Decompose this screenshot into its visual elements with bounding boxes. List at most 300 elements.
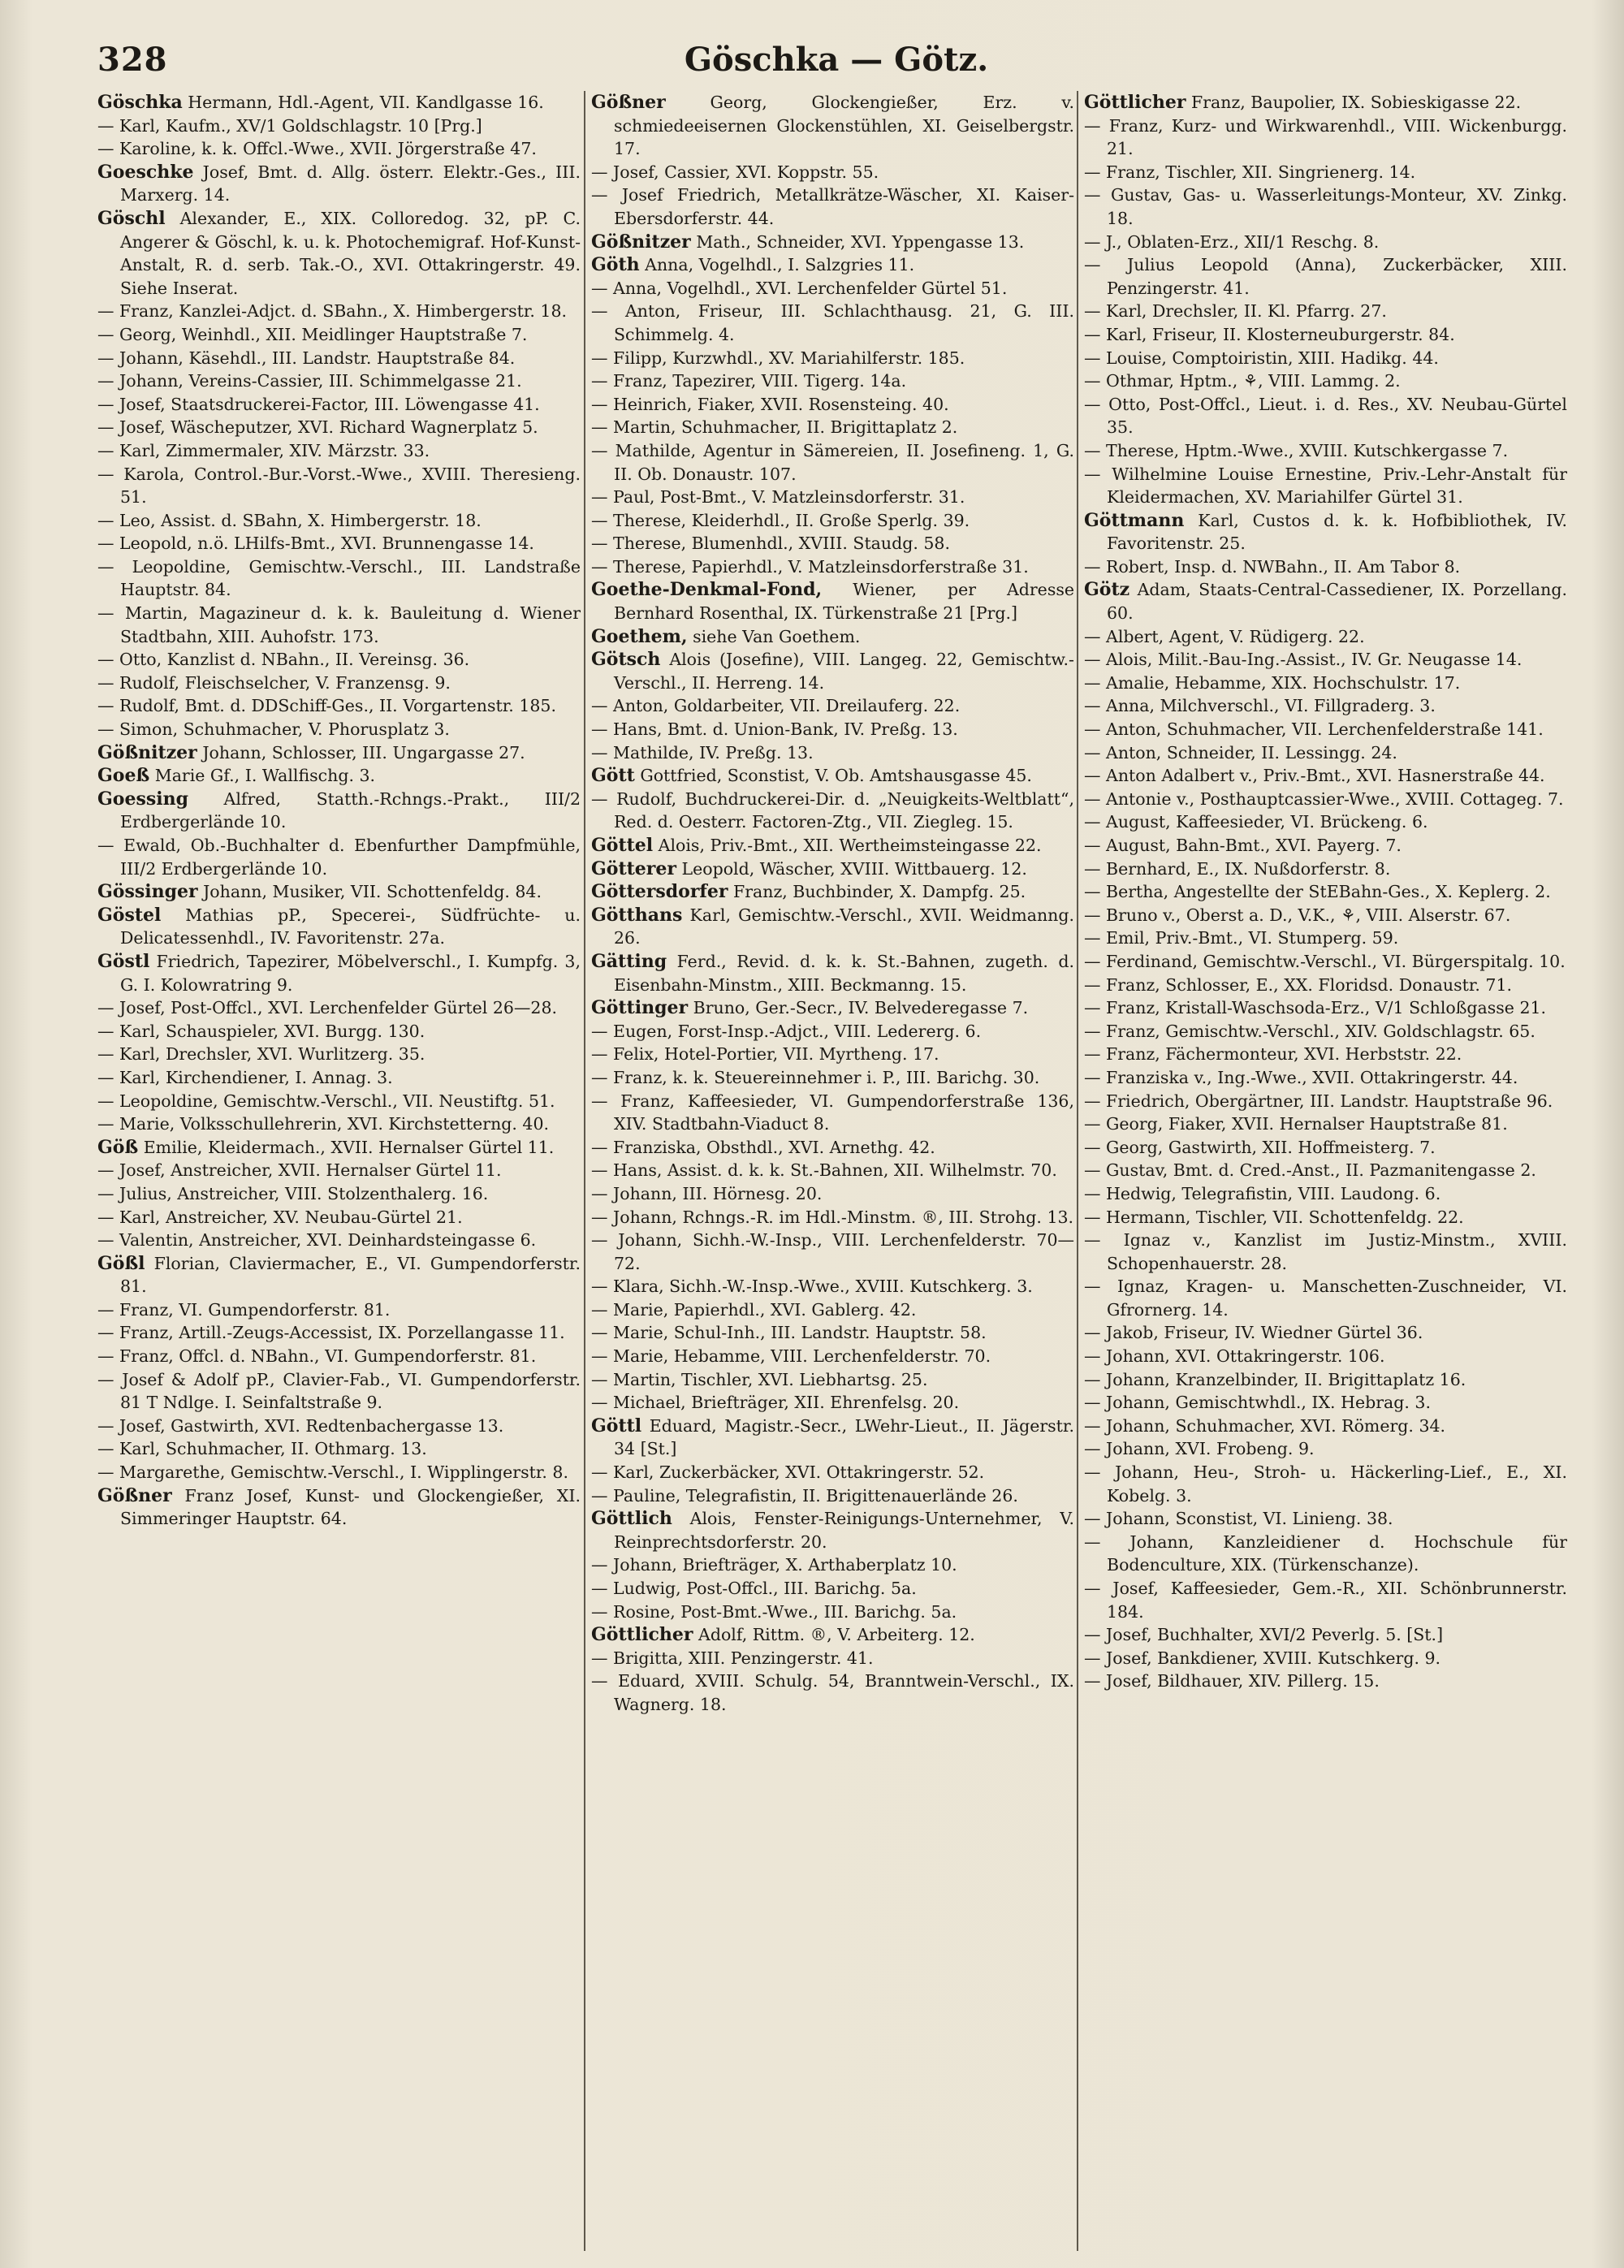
directory-entry [1084,114,1567,161]
entry-text: — August, Kaffeesieder, VI. Brückeng. 6. [1084,812,1428,832]
entry-text: — Hans, Bmt. d. Union-Bank, IV. Preßg. 13. [591,719,958,740]
entry-text: — Martin, Tischler, XVI. Liebhartsg. 25. [591,1369,928,1389]
entry-text: — Anton, Friseur, III. Schlachthausg. 21, G. III. Schimmelg. 4. [591,301,1074,344]
directory-entry [1084,1647,1567,1670]
entry-text: Josef, Bmt. d. Allg. österr. Elektr.-Ges., III. Marxerg. 14. [120,162,581,205]
entry-text: — Karl, Friseur, II. Klosterneuburgerstr. 84. [1084,324,1455,344]
entry-text: — Therese, Hptm.-Wwe., XVIII. Kutschkergasse 7. [1084,440,1509,460]
directory-entry [1084,834,1567,858]
directory-entry [97,694,581,718]
entry-surname: Göttl [591,1415,642,1436]
directory-entry [1084,1229,1567,1275]
entry-text: — Marie, Papierhdl., XVI. Gablerg. 42. [591,1299,917,1320]
entry-surname: Götsch [591,649,661,671]
column-divider [1077,91,1078,2251]
directory-entry [591,1391,1074,1415]
directory-entry [1084,1182,1567,1206]
directory-entry [591,1484,1074,1508]
directory-entry [97,393,581,417]
entry-surname: Gößnitzer [591,231,691,253]
entry-text: Alois, Priv.-Bmt., XII. Wertheimsteingasse 22. [658,836,1042,855]
directory-entry [591,741,1074,765]
directory-entry [1084,1623,1567,1647]
entry-text: — Josef, Wäscheputzer, XVI. Richard Wagnerplatz 5. [97,417,538,438]
directory-entry [97,1437,581,1461]
entry-text: Adolf, Rittm. ®, V. Arbeiterg. 12. [698,1625,975,1645]
directory-entry [1084,996,1567,1020]
directory-entry [591,1368,1074,1392]
entry-surname: Gött [591,765,635,787]
entry-text: — Josef, Bildhauer, XIV. Pillerg. 15. [1084,1671,1380,1691]
entry-text: — Marie, Volksschullehrerin, XVI. Kirchstetterng. 40. [97,1114,550,1134]
directory-entry [591,1670,1074,1716]
entry-surname: Göttlich [591,1508,672,1530]
directory-entry [97,672,581,695]
directory-entry [591,369,1074,393]
directory-entry [1084,91,1567,114]
entry-text: — Anton, Schuhmacher, VII. Lerchenfelderstraße 141. [1084,719,1544,740]
entry-text: — Otto, Post-Offcl., Lieut. i. d. Res., XV. Neubau-Gürtel 35. [1084,394,1567,438]
directory-entry [97,764,581,788]
directory-entry [1084,810,1567,834]
entry-text: Gottfried, Sconstist, V. Ob. Amtshausgasse 45. [640,766,1032,786]
entry-surname: Götz [1084,579,1130,601]
entry-surname: Göttinger [591,997,689,1019]
directory-entry [1084,1066,1567,1090]
entry-text: — Franz, Kaffeesieder, VI. Gumpendorferstraße 136, XIV. Stadtbahn-Viaduct 8. [591,1091,1074,1134]
directory-entry [1084,1090,1567,1113]
directory-entry [1084,1206,1567,1229]
directory-entry [97,1112,581,1136]
entry-text: — Franz, Offcl. d. NBahn., VI. Gumpendorferstr. 81. [97,1346,537,1367]
entry-text: Florian, Claviermacher, E., VI. Gumpendorferstr. 81. [120,1253,581,1297]
directory-entry [591,788,1074,834]
entry-text: — Robert, Insp. d. NWBahn., II. Am Tabor 8. [1084,556,1461,577]
entry-surname: Göttlicher [591,1624,693,1646]
entry-text: — Bruno v., Oberst a. D., V.K., ⚘, VIII. Alserstr. 67. [1084,905,1511,925]
directory-entry [591,486,1074,509]
entry-text: — Leopoldine, Gemischtw.-Verschl., III. Landstraße Hauptstr. 84. [97,556,581,600]
directory-entry [591,1275,1074,1298]
entry-text: — Josef, Buchhalter, XVI/2 Peverlg. 5. [St.] [1084,1625,1444,1645]
directory-entry [591,648,1074,694]
entry-text: — Hans, Assist. d. k. k. St.-Bahnen, XII. Wilhelmstr. 70. [591,1160,1057,1181]
directory-entry [591,858,1074,881]
entry-surname: Götthans [591,904,683,926]
directory-entry [591,718,1074,741]
entry-text: — Josef, Kaffeesieder, Gem.-R., XII. Schönbrunnerstr. 184. [1084,1579,1567,1622]
directory-entry [591,1159,1074,1182]
entry-text: — Georg, Gastwirth, XII. Hoffmeisterg. 7. [1084,1137,1436,1157]
entry-text: — Valentin, Anstreicher, XVI. Deinhardsteingasse 6. [97,1230,537,1251]
directory-entry [1084,950,1567,974]
entry-text: — Franz, Fächermonteur, XVI. Herbststr. 22. [1084,1044,1462,1065]
entry-text: Alfred, Statth.-Rchngs.-Prakt., III/2 Erdbergerlände 10. [120,788,581,832]
entry-text: — Pauline, Telegrafistin, II. Brigittenauerlände 26. [591,1485,1018,1506]
directory-entry [1084,1275,1567,1321]
page-header [97,41,1575,89]
entry-text: — Ignaz, Kragen- u. Manschetten-Zuschneider, VI. Gfrornerg. 14. [1084,1277,1567,1320]
directory-entry [1084,509,1567,555]
directory-entry [97,880,581,904]
entry-text: — Friedrich, Obergärtner, III. Landstr. Hauptstraße 96. [1084,1091,1553,1111]
entry-text: — Simon, Schuhmacher, V. Phorusplatz 3. [97,719,450,740]
directory-entry [591,416,1074,439]
entry-text: Alexander, E., XIX. Colloredog. 32, pP. C. Angerer & Göschl, k. u. k. Photochemigraf. Hof-Kunst-Anstalt, R. d. serb. Tak.-O., XVI. Ottakringerstr. 49. Siehe Inserat. [120,208,581,298]
entry-text: Franz Josef, Kunst- und Glockengießer, XI. Simmeringer Hauptstr. 64. [120,1485,581,1529]
directory-entry [591,904,1074,950]
entry-text: — Johann, Gemischtwhdl., IX. Hebrag. 3. [1084,1393,1431,1413]
directory-entry [591,834,1074,858]
entry-text: Alois (Josefine), VIII. Langeg. 22, Gemischtw.-Verschl., II. Herreng. 14. [614,650,1074,693]
entry-text: — Mathilde, IV. Preßg. 13. [591,742,814,762]
directory-entry [97,904,581,950]
directory-entry [591,1507,1074,1553]
directory-entry [591,532,1074,555]
directory-entry [1084,625,1567,649]
entry-text: — Karl, Drechsler, XVI. Wurlitzerg. 35. [97,1044,425,1065]
entry-text: Hermann, Hdl.-Agent, VII. Kandlgasse 16. [188,93,544,112]
entry-text: Franz, Baupolier, IX. Sobieskigasse 22. [1191,93,1522,112]
directory-entry [1084,1437,1567,1461]
directory-entry [1084,393,1567,439]
entry-text: — Margarethe, Gemischtw.-Verschl., I. Wipplingerstr. 8. [97,1462,568,1483]
entry-text: — Eduard, XVIII. Schulg. 54, Branntwein-Verschl., IX. Wagnerg. 18. [591,1671,1074,1714]
entry-text: — Johann, Käsehdl., III. Landstr. Hauptstraße 84. [97,348,516,368]
entry-text: — Johann, XVI. Frobeng. 9. [1084,1439,1315,1459]
directory-entry [97,1206,581,1229]
directory-entry [591,996,1074,1020]
directory-entry [97,416,581,439]
entry-text: Ferd., Revid. d. k. k. St.-Bahnen, zugeth. d. Eisenbahn-Minstm., XIII. Beckmanng. 15. [614,951,1074,995]
entry-text: Johann, Musiker, VII. Schottenfeldg. 84. [203,882,542,902]
entry-surname: Goeß [97,765,150,787]
directory-entry [1084,161,1567,184]
entry-text: — Franz, Kurz- und Wirkwarenhdl., VIII. Wickenburgg. 21. [1084,115,1567,159]
directory-entry [1084,184,1567,230]
entry-text: — Josef, Staatsdruckerei-Factor, III. Löwengasse 41. [97,394,540,414]
entry-text: — Karoline, k. k. Offcl.-Wwe., XVII. Jörgerstraße 47. [97,139,537,159]
entry-text: Adam, Staats-Central-Cassediener, IX. Porzellang. 60. [1107,580,1567,624]
directory-entry [1084,1415,1567,1438]
directory-entry [1084,1020,1567,1043]
entry-surname: Göschl [97,207,166,229]
column-3 [1084,91,1567,2251]
directory-entry [1084,323,1567,347]
directory-entry [97,1321,581,1345]
directory-entry [1084,1321,1567,1345]
directory-entry [591,393,1074,417]
entry-text: — Paul, Post-Bmt., V. Matzleinsdorferstr. 31. [591,487,965,508]
entry-text: — Johann, Vereins-Cassier, III. Schimmelgasse 21. [97,371,522,391]
directory-entry [97,1484,581,1531]
directory-entry [1084,578,1567,624]
entry-text: — Johann, III. Hörnesg. 20. [591,1183,823,1203]
directory-entry [1084,1391,1567,1415]
directory-entry [97,91,581,114]
entry-text: — J., Oblaten-Erz., XII/1 Reschg. 8. [1084,231,1380,252]
directory-entry [97,1461,581,1484]
entry-text: — Karl, Schuhmacher, II. Othmarg. 13. [97,1439,427,1459]
entry-text: — Josef, Bankdiener, XVIII. Kutschkerg. 9. [1084,1648,1441,1668]
directory-entry [1084,880,1567,904]
directory-entry [591,1206,1074,1229]
entry-text: Leopold, Wäscher, XVIII. Wittbauerg. 12. [681,858,1027,879]
directory-entry [97,207,581,300]
entry-text: — Franz, Artill.-Zeugs-Accessist, IX. Porzellangasse 11. [97,1323,565,1343]
entry-text: Karl, Gemischtw.-Verschl., XVII. Weidmanng. 26. [614,905,1074,948]
entry-text: — Hermann, Tischler, VII. Schottenfeldg. 22. [1084,1207,1464,1227]
directory-entry [591,1182,1074,1206]
directory-entry [591,1090,1074,1136]
directory-entry [1084,1670,1567,1693]
entry-surname: Gössinger [97,881,198,903]
entry-text: — Hedwig, Telegrafistin, VIII. Laudong. 6. [1084,1183,1441,1203]
entry-text: Anna, Vogelhdl., I. Salzgries 11. [645,255,915,275]
column-2 [591,91,1074,2251]
entry-surname: Göstel [97,904,162,926]
entry-surname: Göß [97,1136,139,1158]
entry-text: — Franziska v., Ing.-Wwe., XVII. Ottakringerstr. 44. [1084,1067,1518,1087]
entry-text: — Bernhard, E., IX. Nußdorferstr. 8. [1084,858,1391,879]
entry-text: Emilie, Kleidermach., XVII. Hernalser Gürtel 11. [143,1137,555,1157]
directory-entry [97,323,581,347]
directory-entry [591,880,1074,904]
directory-entry [97,1020,581,1043]
directory-entry [97,161,581,207]
entry-text: — Jakob, Friseur, IV. Wiedner Gürtel 36. [1084,1323,1423,1343]
entry-text: — August, Bahn-Bmt., XVI. Payerg. 7. [1084,836,1402,855]
entry-text: — Karl, Zuckerbäcker, XVI. Ottakringerstr. 52. [591,1462,985,1483]
entry-text: — Otto, Kanzlist d. NBahn., II. Vereinsg. 36. [97,650,470,670]
directory-entry [1084,1507,1567,1531]
entry-surname: Göttersdorfer [591,881,728,903]
directory-entry [97,996,581,1020]
entry-surname: Göth [591,254,640,276]
entry-text: — Wilhelmine Louise Ernestine, Priv.-Lehr-Anstalt für Kleidermachen, XV. Mariahilfer Gürtel 31. [1084,464,1567,508]
directory-entry [97,463,581,509]
entry-text: — Gustav, Gas- u. Wasserleitungs-Monteur, XV. Zinkg. 18. [1084,185,1567,228]
page-number: 328 [97,41,168,79]
directory-entry [1084,555,1567,579]
entry-text: — Franz, Schlosser, E., XX. Floridsd. Donaustr. 71. [1084,974,1513,995]
directory-entry [1084,1461,1567,1507]
directory-entry [1084,974,1567,997]
entry-text: — Johann, Heu-, Stroh- u. Häckerling-Lief., E., XI. Kobelg. 3. [1084,1462,1567,1506]
directory-entry [591,625,1074,649]
entry-text: — Therese, Papierhdl., V. Matzleinsdorferstraße 31. [591,556,1029,577]
entry-text: — Michael, Briefträger, XII. Ehrenfelsg. 20. [591,1393,960,1413]
directory-entry [591,231,1074,254]
entry-text: — Anton, Schneider, II. Lessingg. 24. [1084,742,1397,762]
directory-entry [97,555,581,602]
directory-entry [1084,1577,1567,1623]
entry-text: Alois, Fenster-Reinigungs-Unternehmer, V. Reinprechtsdorferstr. 20. [614,1509,1074,1552]
directory-entry [1084,300,1567,323]
directory-entry [591,1601,1074,1624]
entry-text: — Alois, Milit.-Bau-Ing.-Assist., IV. Gr. Neugasse 14. [1084,650,1522,670]
entry-text: — Bertha, Angestellte der StEBahn-Ges., X. Keplerg. 2. [1084,882,1551,902]
directory-entry [591,300,1074,346]
directory-entry [1084,1345,1567,1368]
directory-entry [1084,858,1567,881]
directory-entry [591,184,1074,230]
directory-entry [97,1229,581,1252]
entry-text: — Amalie, Hebamme, XIX. Hochschulstr. 17. [1084,672,1461,693]
directory-entry [97,602,581,648]
directory-entry [97,648,581,672]
entry-text: — Karola, Control.-Bur.-Vorst.-Wwe., XVIII. Theresieng. 51. [97,464,581,508]
entry-text: — Leo, Assist. d. SBahn, X. Himbergerstr. 18. [97,510,482,530]
running-head: Göschka — Götz. [684,41,989,79]
directory-entry [591,764,1074,788]
directory-entry [97,1182,581,1206]
entry-surname: Göstl [97,950,150,972]
entry-surname: Gößner [591,92,666,113]
directory-entry [97,439,581,463]
entry-text: — Martin, Magazineur d. k. k. Bauleitung d. Wiener Stadtbahn, XIII. Auhofstr. 173. [97,603,581,646]
directory-entry [1084,764,1567,788]
entry-text: Marie Gf., I. Wallfischg. 3. [154,766,376,786]
entry-text: Bruno, Ger.-Secr., IV. Belvederegasse 7. [693,998,1029,1018]
entry-text: Mathias pP., Specerei-, Südfrüchte- u. Delicatessenhdl., IV. Favoritenstr. 27a. [120,905,581,948]
directory-entry [591,1345,1074,1368]
entry-text: — Julius Leopold (Anna), Zuckerbäcker, XIII. Penzingerstr. 41. [1084,255,1567,298]
entry-text: — Filipp, Kurzwhdl., XV. Mariahilferstr. 185. [591,348,965,368]
entry-text: — Leopoldine, Gemischtw.-Verschl., VII. Neustiftg. 51. [97,1091,555,1111]
entry-text: — Rudolf, Buchdruckerei-Dir. d. „Neuigkeits-Weltblatt“, Red. d. Oesterr. Factoren-Ztg., VII. Ziegleg. 15. [591,788,1074,832]
entry-text: — Karl, Kirchendiener, I. Annag. 3. [97,1067,393,1087]
directory-entry [1084,1112,1567,1136]
entry-text: — Anton, Goldarbeiter, VII. Dreilauferg. 22. [591,696,961,716]
directory-entry [97,1298,581,1322]
directory-entry [591,277,1074,300]
directory-entry [1084,648,1567,672]
directory-entry [591,1647,1074,1670]
directory-columns [97,91,1600,2251]
directory-entry [97,532,581,555]
entry-text: — Leopold, n.ö. LHilfs-Bmt., XVI. Brunnengasse 14. [97,534,534,554]
entry-text: — Ludwig, Post-Offcl., III. Barichg. 5a. [591,1579,917,1598]
directory-entry [591,1415,1074,1461]
directory-entry [591,578,1074,624]
entry-surname: Göttlicher [1084,92,1186,113]
directory-entry [591,1623,1074,1647]
entry-text: — Heinrich, Fiaker, XVII. Rosensteing. 40. [591,394,949,414]
entry-text: — Therese, Blumenhdl., XVIII. Staudg. 58. [591,534,950,554]
directory-entry [591,694,1074,718]
entry-text: — Julius, Anstreicher, VIII. Stolzenthalerg. 16. [97,1183,489,1203]
directory-entry [97,1043,581,1066]
entry-text: — Franz, Kristall-Waschsoda-Erz., V/1 Schloßgasse 21. [1084,998,1547,1018]
entry-text: — Ewald, Ob.-Buchhalter d. Ebenfurther Dampfmühle, III/2 Erdbergerlände 10. [97,836,581,879]
entry-text: — Karl, Schauspieler, XVI. Burgg. 130. [97,1021,425,1041]
directory-entry [591,347,1074,370]
entry-text: — Franz, Kanzlei-Adjct. d. SBahn., X. Himbergerstr. 18. [97,301,568,322]
directory-entry [591,1298,1074,1322]
directory-entry [1084,718,1567,741]
entry-surname: Göttmann [1084,509,1185,531]
entry-surname: Gößnitzer [97,741,197,763]
directory-entry [1084,1159,1567,1182]
entry-surname: Gätting [591,950,667,972]
entry-text: Wiener, per Adresse Bernhard Rosenthal, IX. Türkenstraße 21 [Prg.] [614,580,1074,624]
directory-entry [97,1415,581,1438]
directory-entry [97,718,581,741]
entry-text: — Anna, Vogelhdl., XVI. Lerchenfelder Gürtel 51. [591,278,1008,298]
entry-text: — Karl, Drechsler, II. Kl. Pfarrg. 27. [1084,301,1387,322]
entry-text: — Gustav, Bmt. d. Cred.-Anst., II. Pazmanitengasse 2. [1084,1160,1536,1181]
directory-entry [591,1043,1074,1066]
entry-text: — Franz, Tischler, XII. Singrienerg. 14. [1084,162,1416,182]
entry-text: siehe Van Goethem. [693,626,861,646]
entry-surname: Goethe-Denkmal-Fond, [591,579,823,601]
entry-surname: Göttel [591,835,654,856]
directory-entry [1084,253,1567,300]
entry-text: — Felix, Hotel-Portier, VII. Myrtheng. 17. [591,1044,939,1065]
entry-text: — Johann, Briefträger, X. Arthaberplatz 10. [591,1555,957,1575]
column-1 [97,91,581,2251]
directory-entry [1084,369,1567,393]
directory-entry [1084,1368,1567,1392]
entry-text: Eduard, Magistr.-Secr., LWehr-Lieut., II. Jägerstr. 34 [St.] [614,1415,1074,1459]
entry-text: — Mathilde, Agentur in Sämereien, II. Josefineng. 1, G. II. Ob. Donaustr. 107. [591,440,1074,484]
directory-entry [591,1461,1074,1484]
directory-entry [1084,1136,1567,1160]
entry-text: — Franz, Gemischtw.-Verschl., XIV. Goldschlagstr. 65. [1084,1021,1535,1041]
entry-text: — Klara, Sichh.-W.-Insp.-Wwe., XVIII. Kutschkerg. 3. [591,1277,1033,1297]
entry-text: — Antonie v., Posthauptcassier-Wwe., XVIII. Cottageg. 7. [1084,788,1564,809]
entry-text: — Brigitta, XIII. Penzingerstr. 41. [591,1648,874,1668]
entry-text: Math., Schneider, XVI. Yppengasse 13. [696,231,1025,252]
directory-entry [1084,1531,1567,1577]
entry-text: — Anton Adalbert v., Priv.-Bmt., XVI. Hasnerstraße 44. [1084,766,1545,786]
directory-entry [591,253,1074,277]
entry-text: — Johann, Rchngs.-R. im Hdl.-Minstm. ®, III. Strohg. 13. [591,1207,1074,1227]
directory-entry [591,1066,1074,1090]
entry-text: — Franziska, Obsthdl., XVI. Arnethg. 42. [591,1137,935,1157]
directory-entry [1084,788,1567,811]
entry-text: — Johann, Sichh.-W.-Insp., VIII. Lerchenfelderstr. 70—72. [591,1230,1074,1273]
directory-entry [591,1136,1074,1160]
directory-entry [591,439,1074,486]
entry-text: — Josef Friedrich, Metallkrätze-Wäscher, XI. Kaiser-Ebersdorferstr. 44. [591,185,1074,228]
directory-entry [591,1577,1074,1601]
directory-entry [1084,1043,1567,1066]
directory-entry [97,1252,581,1298]
entry-text: — Therese, Kleiderhdl., II. Große Sperlg. 39. [591,510,970,530]
directory-entry [97,369,581,393]
directory-entry [97,1159,581,1182]
entry-text: — Marie, Schul-Inh., III. Landstr. Hauptstr. 58. [591,1323,987,1343]
directory-entry [97,300,581,323]
directory-entry [97,347,581,370]
directory-entry [591,1321,1074,1345]
entry-text: — Franz, VI. Gumpendorferstr. 81. [97,1299,391,1320]
entry-surname: Goessing [97,788,188,810]
directory-entry [97,741,581,765]
entry-text: Franz, Buchbinder, X. Dampfg. 25. [733,882,1026,902]
entry-text: — Ferdinand, Gemischtw.-Verschl., VI. Bürgerspitalg. 10. [1084,951,1566,971]
entry-text: — Rudolf, Bmt. d. DDSchiff-Ges., II. Vorgartenstr. 185. [97,696,556,716]
directory-entry [591,91,1074,161]
directory-entry [591,1229,1074,1275]
column-divider [584,91,585,2251]
directory-entry [1084,347,1567,370]
directory-entry [1084,694,1567,718]
directory-entry [1084,672,1567,695]
entry-text: — Georg, Fiaker, XVII. Hernalser Hauptstraße 81. [1084,1114,1508,1134]
